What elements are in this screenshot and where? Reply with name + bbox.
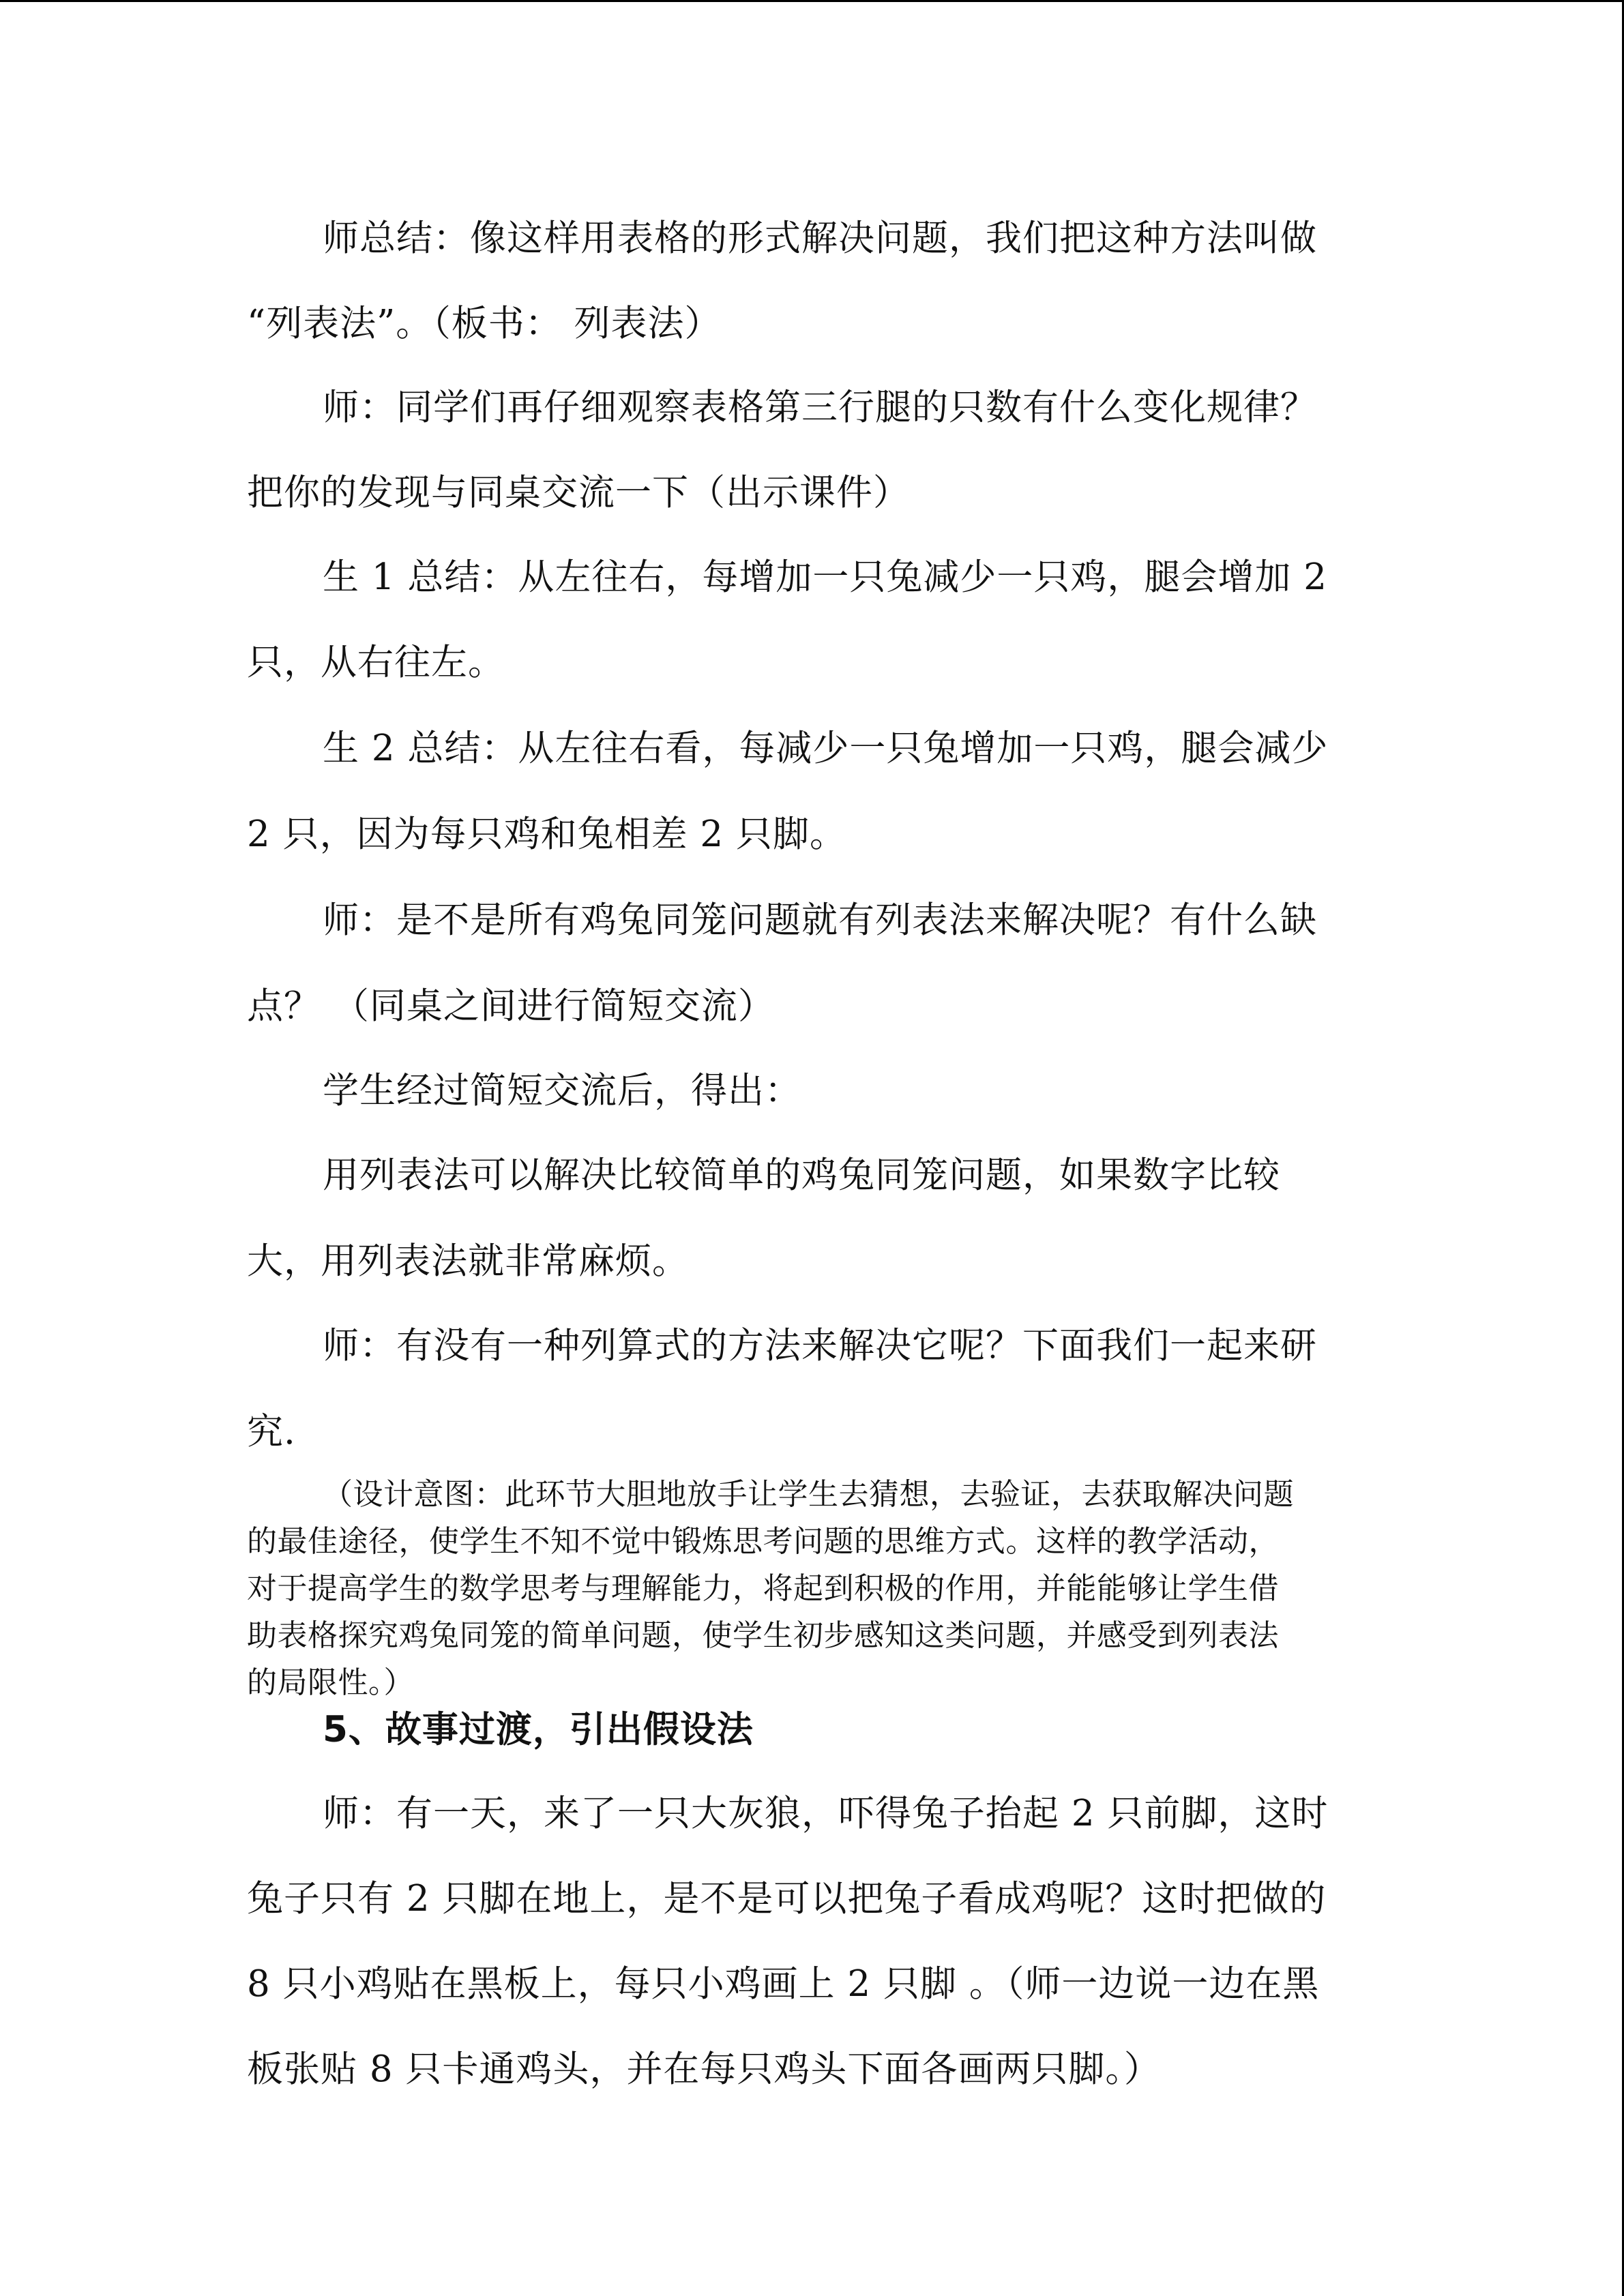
paragraph-4-line-2: 2 只，因为每只鸡和兔相差 2 只脚。 bbox=[247, 814, 846, 855]
paragraph-5-line-2: 点？ （同桌之间进行简短交流） bbox=[247, 985, 775, 1027]
paragraph-8-line-2: 究. bbox=[247, 1411, 296, 1452]
section-heading: 5、故事过渡，引出假设法 bbox=[323, 1709, 754, 1750]
design-note-line-5: 的局限性。） bbox=[247, 1665, 414, 1700]
paragraph-3-line-1: 生 1 总结：从左往右，每增加一只兔减少一只鸡，腿会增加 2 bbox=[323, 556, 1327, 598]
paragraph-7-line-2: 大，用列表法就非常麻烦。 bbox=[247, 1240, 689, 1282]
story-line-2: 兔子只有 2 只脚在地上，是不是可以把兔子看成鸡呢？这时把做的 bbox=[247, 1878, 1327, 1920]
paragraph-1-line-2: “列表法”。（板书： 列表法） bbox=[247, 303, 722, 344]
story-line-1: 师：有一天，来了一只大灰狼，吓得兔子抬起 2 只前脚，这时 bbox=[323, 1793, 1329, 1834]
design-note-line-4: 助表格探究鸡兔同笼的简单问题，使学生初步感知这类问题，并感受到列表法 bbox=[247, 1618, 1279, 1653]
design-note-line-1: （设计意图：此环节大胆地放手让学生去猜想，去验证，去获取解决问题 bbox=[323, 1477, 1294, 1512]
story-line-4: 板张贴 8 只卡通鸡头，并在每只鸡头下面各画两只脚。） bbox=[247, 2048, 1161, 2090]
paragraph-1-line-1: 师总结：像这样用表格的形式解决问题，我们把这种方法叫做 bbox=[323, 218, 1317, 259]
page-border-top bbox=[0, 0, 1624, 2]
story-line-3: 8 只小鸡贴在黑板上，每只小鸡画上 2 只脚 。（师一边说一边在黑 bbox=[247, 1963, 1320, 2005]
paragraph-7-line-1: 用列表法可以解决比较简单的鸡兔同笼问题，如果数字比较 bbox=[323, 1154, 1280, 1196]
paragraph-2-line-1: 师：同学们再仔细观察表格第三行腿的只数有什么变化规律？ bbox=[323, 387, 1317, 428]
paragraph-6-line-1: 学生经过简短交流后，得出： bbox=[323, 1070, 801, 1112]
design-note-line-2: 的最佳途径，使学生不知不觉中锻炼思考问题的思维方式。这样的教学活动， bbox=[247, 1524, 1279, 1559]
paragraph-4-line-1: 生 2 总结：从左往右看，每减少一只兔增加一只鸡，腿会减少 bbox=[323, 728, 1329, 769]
paragraph-2-line-2: 把你的发现与同桌交流一下（出示课件） bbox=[247, 472, 910, 513]
paragraph-3-line-2: 只，从右往左。 bbox=[247, 642, 505, 683]
paragraph-8-line-1: 师：有没有一种列算式的方法来解决它呢？下面我们一起来研 bbox=[323, 1325, 1317, 1367]
paragraph-5-line-1: 师：是不是所有鸡兔同笼问题就有列表法来解决呢？有什么缺 bbox=[323, 899, 1317, 941]
design-note-line-3: 对于提高学生的数学思考与理解能力，将起到积极的作用，并能能够让学生借 bbox=[247, 1571, 1279, 1606]
